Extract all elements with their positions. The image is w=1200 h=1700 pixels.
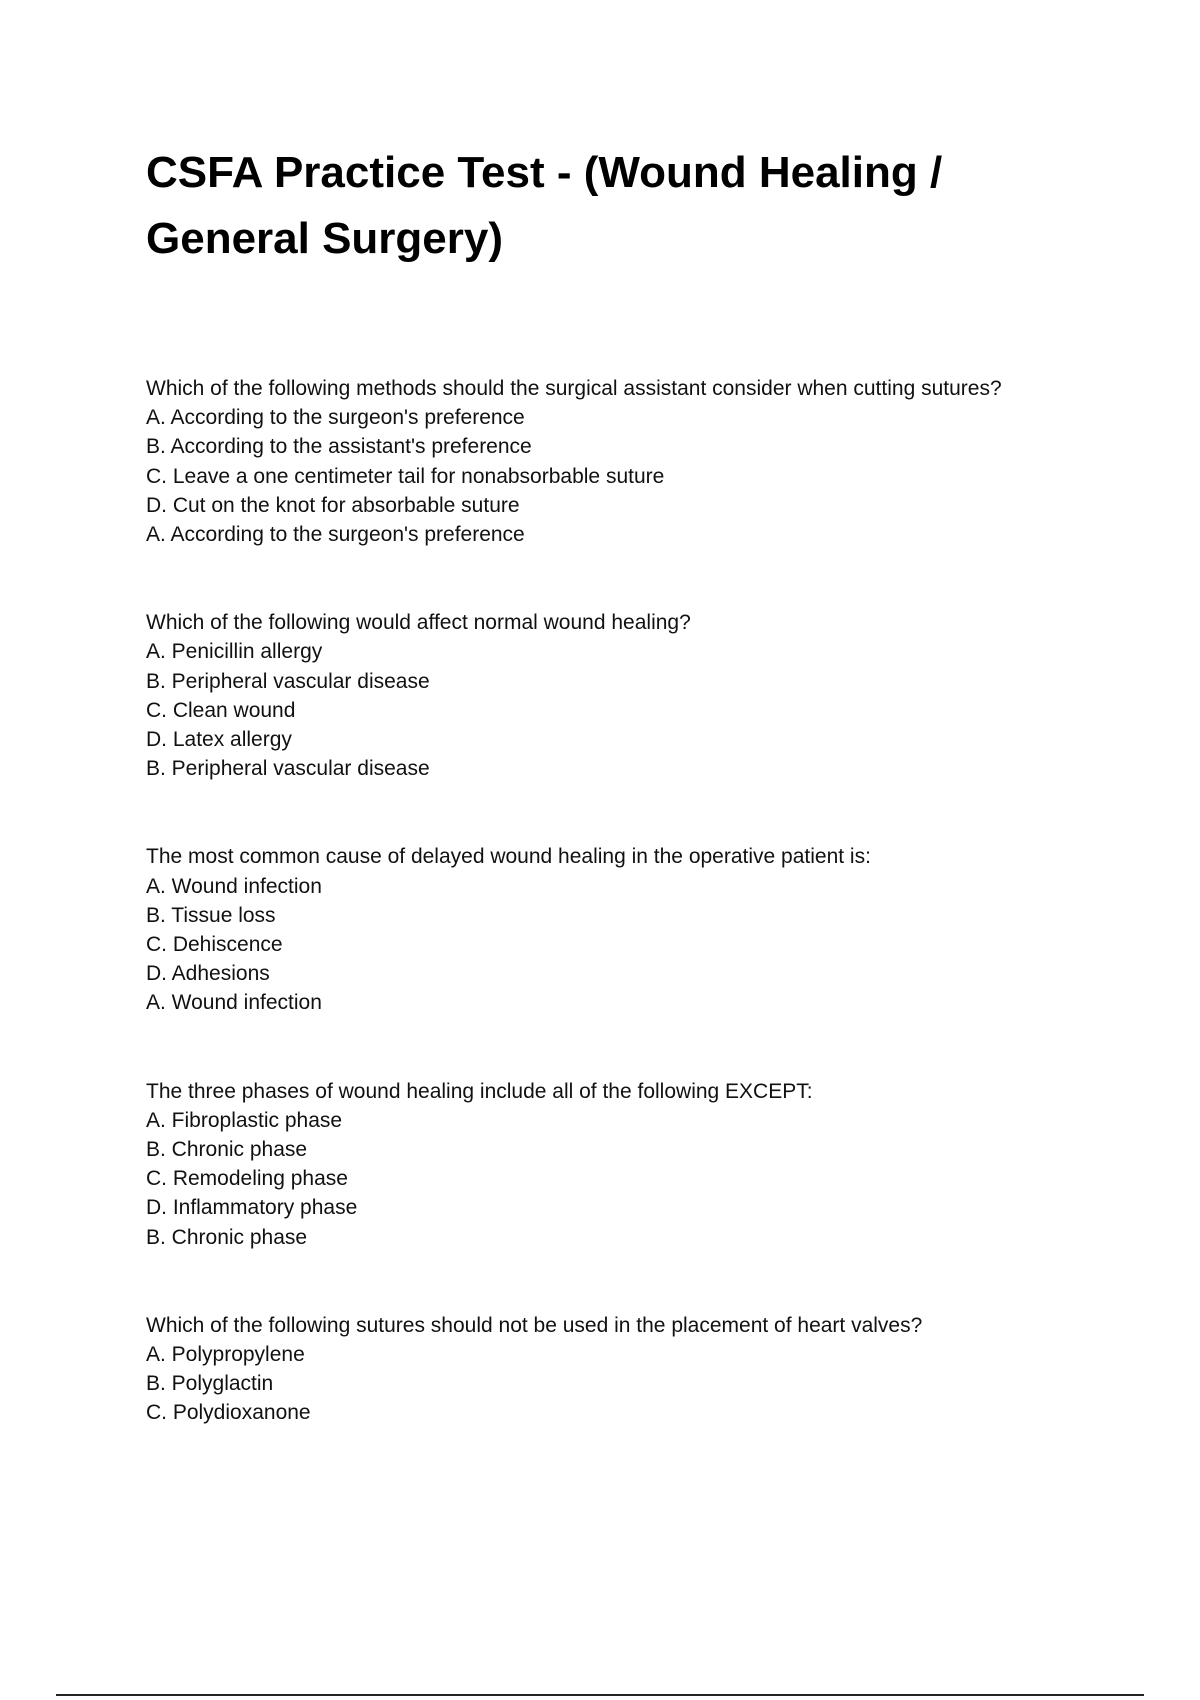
question-1 — [146, 374, 1146, 549]
page-title: CSFA Practice Test - (Wound Healing / General Surgery) — [146, 148, 943, 263]
option-d: D. Latex allergy — [146, 728, 292, 752]
option-b: B. Peripheral vascular disease — [146, 669, 430, 693]
option-c: C. Remodeling phase — [146, 1167, 348, 1191]
answer-line: A. Wound infection — [146, 991, 322, 1015]
option-a: A. Polypropylene — [146, 1343, 305, 1367]
option-c: C. Dehiscence — [146, 933, 283, 957]
option-c: C. Leave a one centimeter tail for nonabsorbable suture — [146, 464, 665, 488]
answer-line: B. Chronic phase — [146, 1225, 308, 1249]
question-5 — [146, 1311, 1146, 1428]
question-prompt: The most common cause of delayed wound healing in the operative patient is: — [146, 845, 871, 869]
page-bottom-divider — [56, 1694, 1144, 1696]
option-a: A. Wound infection — [146, 874, 322, 898]
question-list — [146, 374, 1146, 1487]
question-prompt: Which of the following sutures should not be used in the placement of heart valves? — [146, 1313, 923, 1337]
option-c: C. Polydioxanone — [146, 1401, 311, 1425]
question-2 — [146, 608, 1146, 783]
option-b: B. According to the assistant's preference — [146, 435, 532, 459]
option-a: A. According to the surgeon's preference — [146, 406, 525, 430]
option-b: B. Tissue loss — [146, 903, 276, 927]
option-b: B. Chronic phase — [146, 1138, 308, 1162]
answer-line: B. Peripheral vascular disease — [146, 757, 430, 781]
option-a: A. Penicillin allergy — [146, 640, 323, 664]
question-prompt: The three phases of wound healing include all of the following EXCEPT: — [146, 1079, 813, 1103]
question-prompt: Which of the following would affect normal wound healing? — [146, 611, 691, 635]
option-a: A. Fibroplastic phase — [146, 1108, 343, 1132]
question-3 — [146, 842, 1146, 1017]
question-prompt: Which of the following methods should the surgical assistant consider when cutting sutures? — [146, 377, 1002, 400]
question-4 — [146, 1077, 1146, 1252]
option-b: B. Polyglactin — [146, 1372, 274, 1396]
answer-line: A. According to the surgeon's preference — [146, 523, 525, 547]
option-d: D. Cut on the knot for absorbable suture — [146, 493, 520, 517]
option-d: D. Inflammatory phase — [146, 1196, 358, 1220]
option-c: C. Clean wound — [146, 698, 296, 722]
option-d: D. Adhesions — [146, 962, 270, 986]
